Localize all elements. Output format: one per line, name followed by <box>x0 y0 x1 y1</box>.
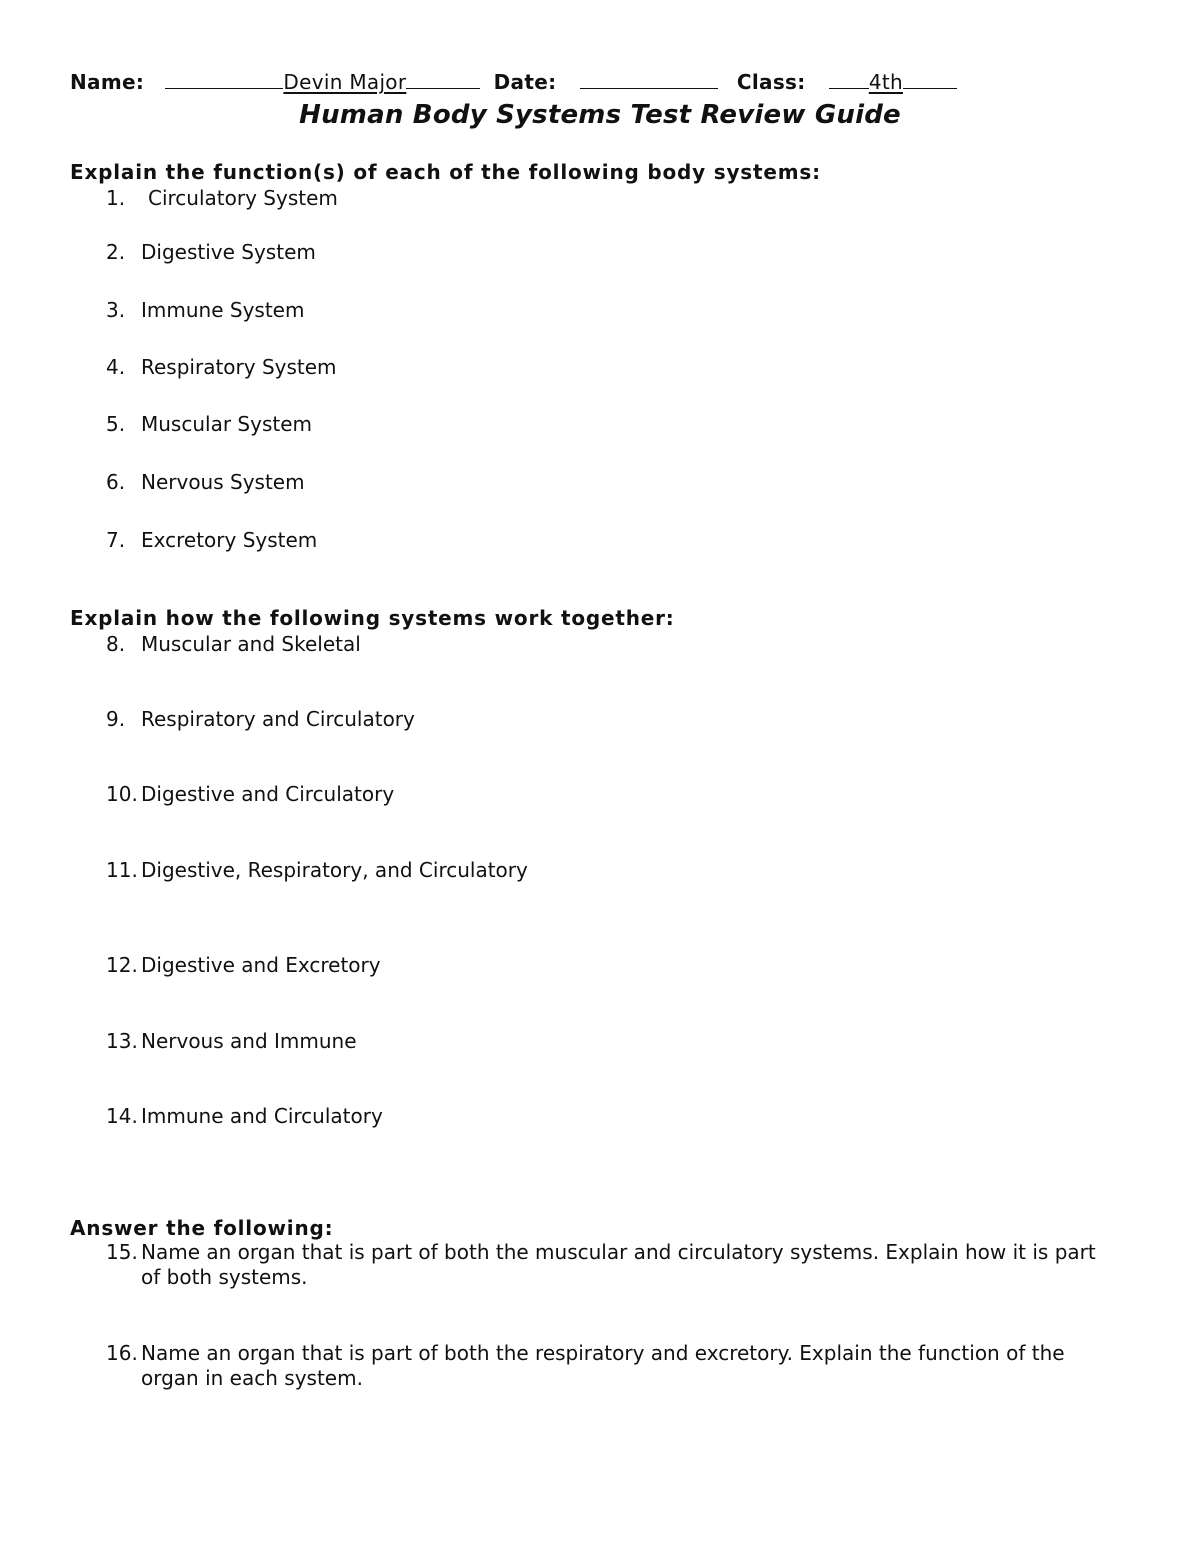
list-item <box>106 858 528 882</box>
list-item <box>106 1341 1136 1391</box>
list-item <box>106 953 381 977</box>
list-item <box>106 470 305 494</box>
name-label: Name: <box>70 70 145 94</box>
list-item <box>106 1029 357 1053</box>
item-text: Nervous System <box>141 470 305 494</box>
name-value[interactable]: Devin Major <box>283 70 407 94</box>
item-text: Immune System <box>141 298 305 322</box>
section-heading-functions: Explain the function(s) of each of the following body systems: <box>70 160 821 184</box>
list-item <box>106 782 394 806</box>
section-heading-answer: Answer the following: <box>70 1216 334 1240</box>
item-text: Muscular and Skeletal <box>141 632 361 656</box>
date-label: Date: <box>493 70 557 94</box>
student-info-row <box>70 70 957 94</box>
item-number: 11. <box>106 858 138 882</box>
class-blank-line <box>829 70 869 89</box>
list-item <box>106 632 361 656</box>
name-blank-line <box>165 70 283 89</box>
section-heading-together: Explain how the following systems work together: <box>70 606 675 630</box>
item-number: 2. <box>106 240 126 264</box>
list-item <box>106 1240 1136 1290</box>
item-text: Name an organ that is part of both the respiratory and excretory. Explain the function of the organ in each system. <box>141 1341 1065 1390</box>
item-number: 14. <box>106 1104 138 1128</box>
item-number: 16. <box>106 1341 138 1365</box>
item-number: 8. <box>106 632 126 656</box>
item-text: Digestive and Circulatory <box>141 782 395 806</box>
item-text: Excretory System <box>141 528 318 552</box>
item-text: Name an organ that is part of both the muscular and circulatory systems. Explain how it is part of both systems. <box>141 1240 1096 1289</box>
page-title: Human Body Systems Test Review Guide <box>299 100 901 130</box>
item-number: 15. <box>106 1240 138 1264</box>
list-item <box>106 298 304 322</box>
item-text: Nervous and Immune <box>141 1029 357 1053</box>
item-text: Digestive, Respiratory, and Circulatory <box>141 858 528 882</box>
list-item <box>106 412 312 436</box>
date-blank-line[interactable] <box>580 70 718 89</box>
item-number: 1. <box>106 186 126 210</box>
item-number: 4. <box>106 355 126 379</box>
item-number: 12. <box>106 953 138 977</box>
item-text: Immune and Circulatory <box>141 1104 383 1128</box>
item-number: 3. <box>106 298 126 322</box>
class-blank-line-tail <box>903 70 957 89</box>
list-item <box>106 240 316 264</box>
item-number: 6. <box>106 470 126 494</box>
item-text: Circulatory System <box>148 186 338 210</box>
list-item <box>106 355 337 379</box>
list-item <box>106 707 415 731</box>
item-text: Respiratory System <box>141 355 337 379</box>
item-text: Respiratory and Circulatory <box>141 707 415 731</box>
item-number: 7. <box>106 528 126 552</box>
item-number: 9. <box>106 707 126 731</box>
class-value[interactable]: 4th <box>868 70 903 94</box>
item-number: 13. <box>106 1029 138 1053</box>
item-text: Digestive and Excretory <box>141 953 381 977</box>
item-number: 10. <box>106 782 138 806</box>
list-item <box>106 1104 383 1128</box>
item-text: Muscular System <box>141 412 312 436</box>
item-text: Digestive System <box>141 240 316 264</box>
name-blank-line-tail <box>406 70 480 89</box>
class-label: Class: <box>736 70 806 94</box>
list-item <box>106 186 338 210</box>
list-item <box>106 528 317 552</box>
item-number: 5. <box>106 412 126 436</box>
